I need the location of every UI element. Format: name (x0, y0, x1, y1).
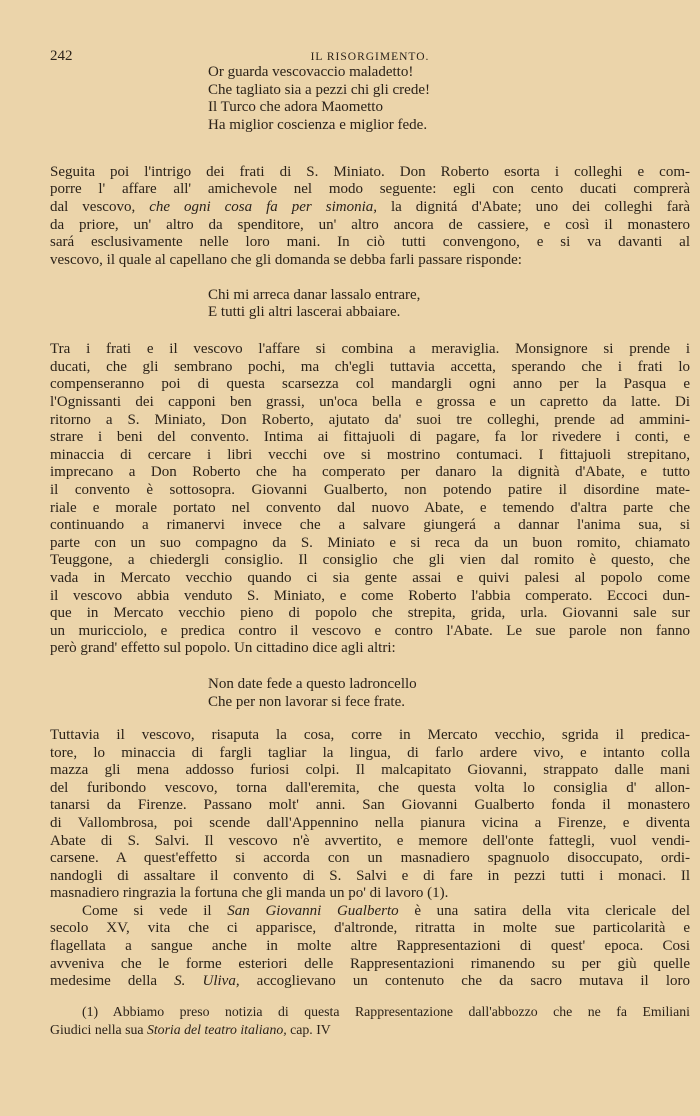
page-number: 242 (50, 48, 73, 64)
text-line: Teuggone, a chiedergli consiglio. Il consiglio che gli vien dal romito è questo, che (50, 552, 690, 569)
text-line: flagellata a sangue anche in molte altre Rappresentazioni di quest' epoca. Cosi (50, 938, 690, 955)
text-line: avveniva che le forme esteriori delle Rappresentazioni rimanendo su per giù quelle (50, 955, 690, 972)
text-line: però grand' effetto sul popolo. Un cittadino dice agli altri: (50, 640, 396, 657)
text-line: il convento è sottosopra. Giovanni Gualberto, non potendo patire il disordine mate- (50, 482, 690, 499)
verse-line: Che per non lavorar si fece frate. (208, 693, 405, 710)
text-line: Tuttavia il vescovo, risaputa la cosa, corre in Mercato vecchio, sgrida il predica- (50, 726, 690, 743)
text-line: un muricciolo, e predica contro il vescovo e contro l'Abate. Le sue parole non fanno (50, 622, 690, 639)
text-line: parte con un suo compagno da S. Miniato e si reca da un buon romito, chiamato (50, 534, 690, 551)
verse-line: Il Turco che adora Maometto (208, 99, 383, 116)
footnote-line (50, 1021, 690, 1039)
paragraph (50, 727, 690, 903)
text-line: Seguita poi l'intrigo dei frati di S. Miniato. Don Roberto esorta i colleghi e com- (50, 163, 690, 180)
paragraph (50, 903, 690, 991)
text-line: masnadiero ringrazia la fortuna che gli manda un po' di lavoro (1). (50, 885, 449, 902)
text-line: strare i beni del convento. Intima ai fittajuoli di pagare, fa lor rivedere i conti, e (50, 429, 690, 446)
text-line: imprecano a Don Roberto che ha comperato per danaro la dignità d'Abate, e tutto (50, 464, 690, 481)
paragraph (50, 164, 690, 270)
verse-line: Non date fede a questo ladroncello (208, 676, 417, 693)
text-segment: cap. IV (286, 1022, 331, 1037)
text-segment: è una satira della vita clericale del (398, 902, 690, 919)
text-line: Abate di S. Salvi. Il vescovo n'è avvertito, e memore dell'onte fattegli, vuol vendi- (50, 832, 690, 849)
text-segment: dal vescovo, (50, 198, 150, 215)
text-segment: Come si vede il (82, 902, 228, 919)
verse-line: Or guarda vescovaccio maladetto! (208, 64, 414, 80)
text-line: compenseranno poi di questa scarsezza col mandargli ogni anno per la Pasqua e (50, 376, 690, 393)
italic-title: che ogni cosa fa per simonia, (149, 198, 378, 215)
text-line: nandogli di assaltare il convento di S. Salvi e di fare in pezzi tutti i monaci. Il (50, 867, 690, 884)
text-line: vada in Mercato vecchio quando ci sia gente assai e quivi palesi al popolo come (50, 570, 690, 587)
paragraph (50, 341, 690, 658)
text-line: carsene. A quest'effetto si accorda con un masnadiero spagnuolo disoccupato, ordi- (50, 850, 690, 867)
text-segment: medesime della (50, 973, 175, 990)
verse-line: E tutti gli altri lascerai abbaiare. (208, 304, 401, 321)
text-line: del furibondo vescovo, torna dall'eremita, che questa volta lo consiglia d' allon- (50, 779, 690, 796)
text-line (50, 903, 690, 921)
page-header (50, 48, 690, 64)
text-line (50, 973, 690, 991)
text-line: riale e morale portato nel convento dal nuovo Abate, e temendo d'altra parte che (50, 499, 690, 516)
italic-title: Storia del teatro italiano, (146, 1022, 287, 1037)
italic-title: San Giovanni Gualberto (227, 902, 399, 919)
text-line: l'Ognissanti dei capponi ben grassi, un'oca bella e grossa e un capretto da latte. Di (50, 394, 690, 411)
text-segment: Giudici nella sua (50, 1022, 147, 1037)
text-segment: la dignitá d'Abate; uno dei colleghi farà (377, 198, 691, 215)
text-line: mazza gli mena addosso furiosi colpi. Il malcapitato Giovanni, strappato dalle mani (50, 762, 690, 779)
text-line: secolo XV, vita che ci apparisce, d'altronde, ritratta in molte sue particolarità e (50, 920, 690, 937)
footnote-line: (1) Abbiamo preso notizia di questa Rappresentazione dall'abbozzo che ne fa Emiliani (82, 1004, 690, 1019)
text-line: tanarsi da Firenze. Passano molt' anni. San Giovanni Gualberto fonda il monastero (50, 797, 690, 814)
text-line (50, 199, 690, 217)
verse-quote (50, 287, 690, 322)
verse-line: Ha miglior coscienza e miglior fede. (208, 116, 428, 133)
running-head: IL RISORGIMENTO. (310, 51, 430, 63)
footnote (50, 1003, 690, 1039)
text-line: vescovo, il quale al capellano che gli domanda se debba farli passare risponde: (50, 251, 522, 268)
text-line: que in Mercato vecchio pieno di popolo che strepita, grida, urla. Giovanni sale sur (50, 605, 690, 622)
text-line: sará esclusivamente nelle loro mani. In ciò tutti convengono, e si va davanti al (50, 234, 690, 251)
text-line: Tra i frati e il vescovo l'affare si combina a meraviglia. Monsignore si prende i (50, 341, 690, 358)
italic-title: S. Uliva, (174, 973, 240, 990)
text-line: di Vallombrosa, poi scende dall'Appennino nella pianura vicina a Firenze, e diventa (50, 814, 690, 831)
text-line: tore, lo minaccia di fargli tagliar la lingua, di farlo ardere vivo, e intanto colla (50, 744, 690, 761)
text-line: ritorno a S. Miniato, Don Roberto, ajutato da' suoi tre colleghi, prende ad ammini- (50, 411, 690, 428)
text-segment: accoglievano un contenuto che da sacro mutava il loro (239, 973, 690, 990)
verse-line: Che tagliato sia a pezzi chi gli crede! (208, 81, 430, 98)
text-line: ducati, che gli sembrano pochi, ma ch'egli tuttavia accetta, sperando che i frati lo (50, 358, 690, 375)
page-body (50, 48, 690, 991)
text-line: il vescovo abbia venduto S. Miniato, e come Roberto l'abbia comperato. Eccoci dun- (50, 587, 690, 604)
verse-quote (50, 64, 690, 134)
verse-line: Chi mi arreca danar lassalo entrare, (208, 286, 421, 303)
text-line: porre l' affare all' amichevole nel modo seguente: egli con cento ducati comprerà (50, 181, 690, 198)
text-line: continuando a rimanervi invece che a salvare giungerá a dannar l'anima sua, si (50, 517, 690, 534)
text-blocks (50, 64, 690, 991)
verse-quote (50, 676, 690, 711)
text-line: da priore, un' altro da spenditore, un' altro ancora de cassiere, e così il monastero (50, 216, 690, 233)
text-line: minaccia di cercare i libri vecchi ove si mostrino contumaci. I fittajuoli strepitano, (50, 446, 690, 463)
